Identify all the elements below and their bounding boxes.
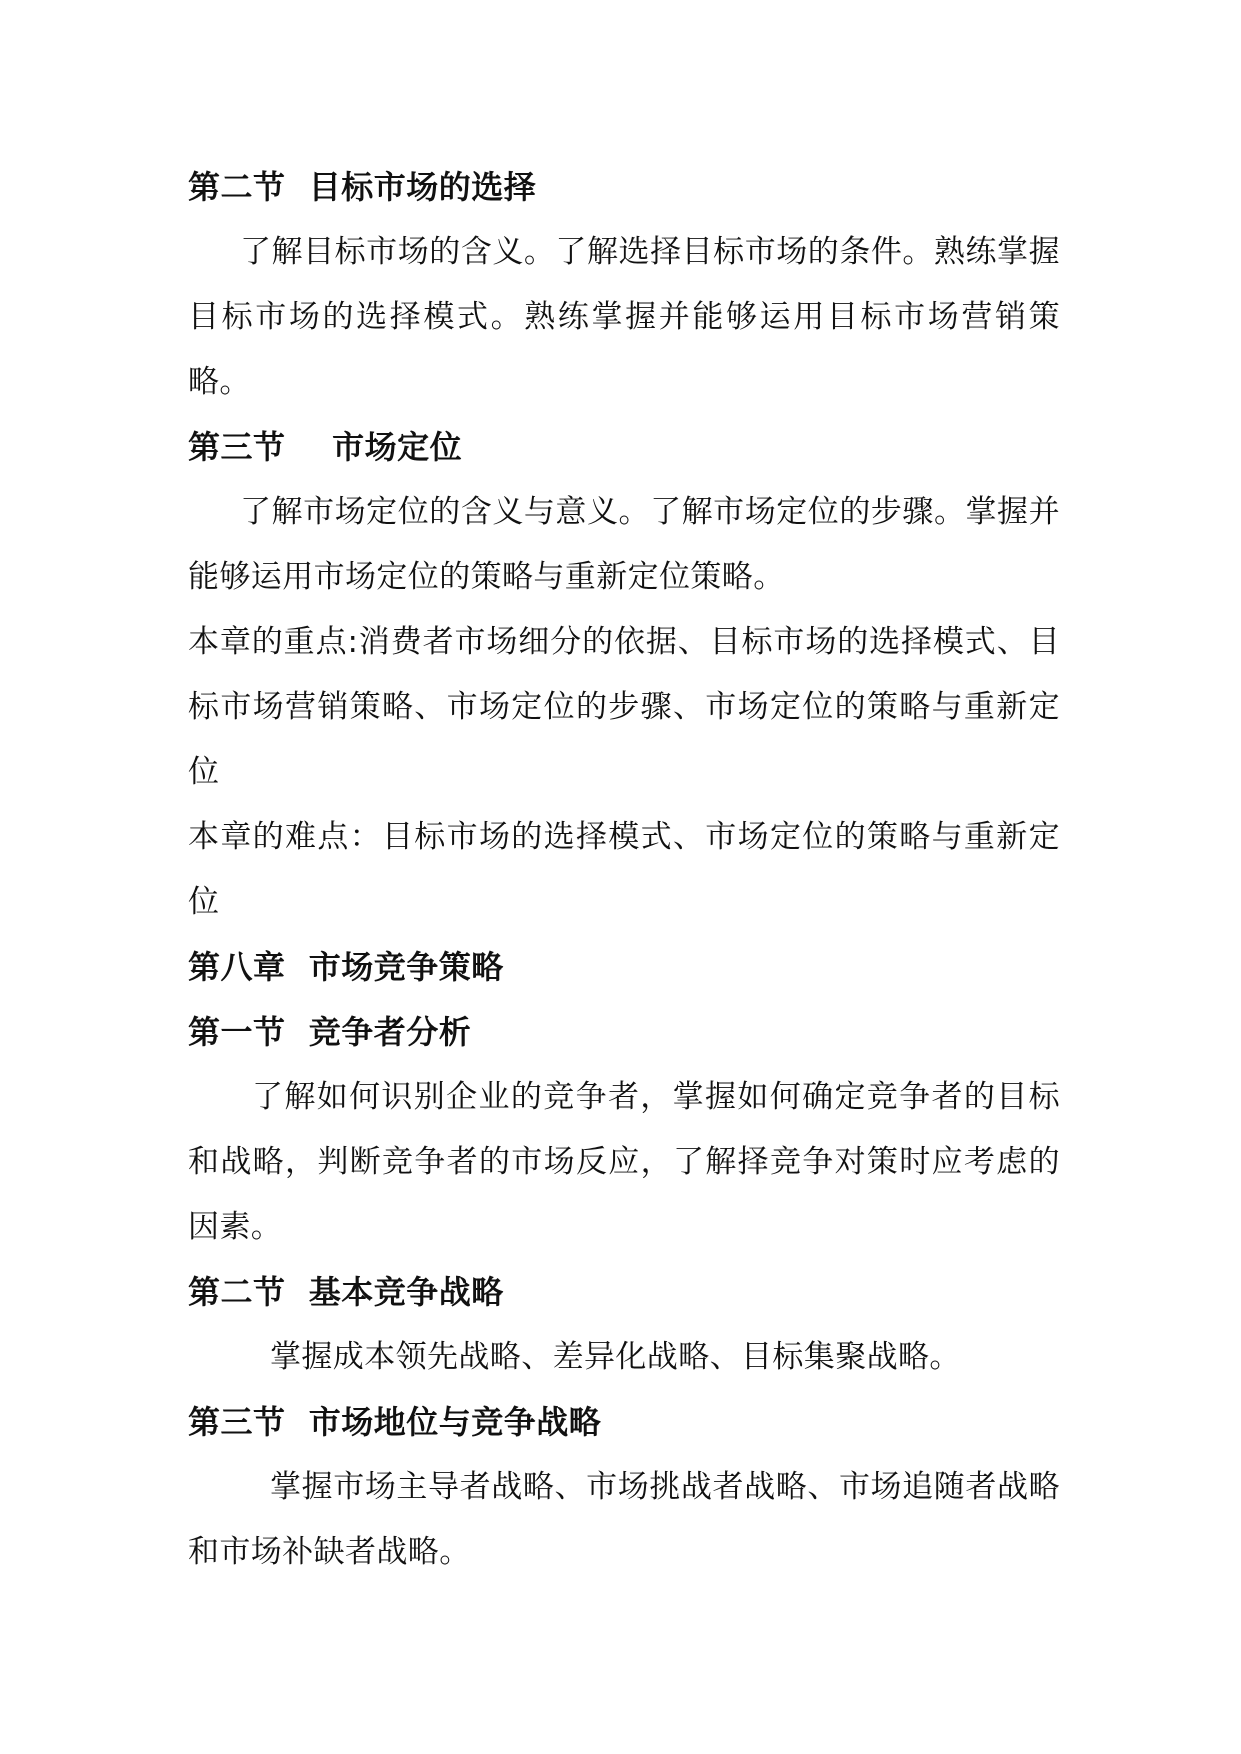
section-heading-market-positioning: 第三节 市场定位 [188, 428, 463, 466]
paragraph-market-positioning: 了解市场定位的含义与意义。了解市场定位的步骤。掌握并能够运用市场定位的策略与重新定位策略。 [188, 494, 1060, 595]
paragraph-chapter-key-points: 本章的重点:消费者市场细分的依据、目标市场的选择模式、目标市场营销策略、市场定位的步骤、市场定位的策略与重新定位 [188, 624, 1060, 790]
paragraph-competitor-analysis: 了解如何识别企业的竞争者，掌握如何确定竞争者的目标和战略，判断竞争者的市场反应，了解择竞争对策时应考虑的因素。 [188, 1079, 1060, 1245]
paragraph-market-position-strategy: 掌握市场主导者战略、市场挑战者战略、市场追随者战略和市场补缺者战略。 [188, 1469, 1060, 1570]
section-heading-market-position-strategy: 第三节 市场地位与竞争战略 [188, 1403, 602, 1441]
section-heading-competitor-analysis: 第一节 竞争者分析 [188, 1013, 472, 1051]
paragraph-target-market-selection: 了解目标市场的含义。了解选择目标市场的条件。熟练掌握目标市场的选择模式。熟练掌握并能够运用目标市场营销策略。 [188, 234, 1060, 400]
section-heading-target-market-selection: 第二节 目标市场的选择 [188, 168, 537, 206]
document-page [188, 155, 1060, 1585]
paragraph-chapter-difficulties: 本章的难点：目标市场的选择模式、市场定位的策略与重新定位 [188, 819, 1060, 920]
chapter-heading-market-competition-strategy: 第八章 市场竞争策略 [188, 948, 504, 986]
paragraph-basic-competitive-strategy: 掌握成本领先战略、差异化战略、目标集聚战略。 [270, 1339, 961, 1375]
section-heading-basic-competitive-strategy: 第二节 基本竞争战略 [188, 1273, 504, 1311]
